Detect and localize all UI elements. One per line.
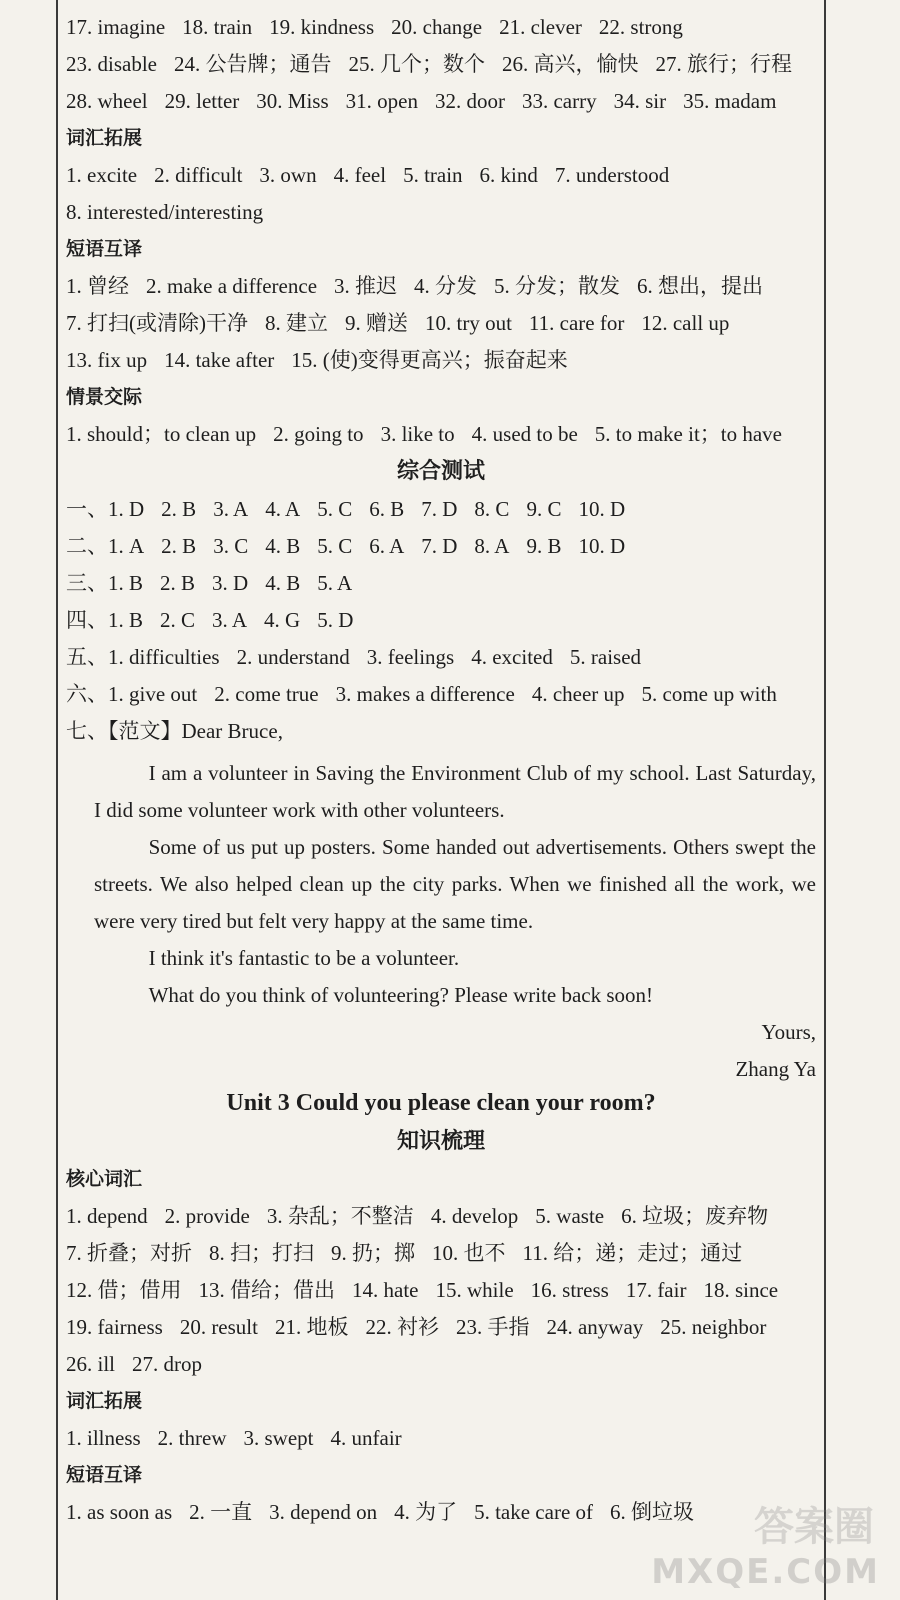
- essay-paragraph: Some of us put up posters. Some handed out advertisements. Others swept the streets. We also helped clean up the city parks. When we finished all the work, we were very tired but felt very happy at the same time.: [94, 835, 816, 933]
- answer-item: 10. 也不: [432, 1241, 506, 1265]
- answer-item: 13. 借给；借出: [198, 1278, 335, 1302]
- line-vocab-1: [66, 162, 816, 199]
- answer-item: 31. open: [345, 89, 418, 113]
- line-core-4: [66, 1314, 816, 1351]
- answer-item: 4. cheer up: [531, 682, 625, 706]
- answer-item: 2. understand: [236, 645, 350, 669]
- line-test-1: [66, 496, 816, 533]
- answer-item: 5. D: [317, 608, 354, 632]
- line-core-3: [66, 1277, 816, 1314]
- answer-item: 1. as soon as: [66, 1500, 173, 1524]
- answer-item: 7. D: [421, 497, 458, 521]
- answer-item: 20. result: [179, 1315, 258, 1339]
- answer-item: 4. A: [265, 497, 301, 521]
- watermark-url: MXQE.COM: [651, 1552, 880, 1592]
- answer-item: 2. come true: [214, 682, 319, 706]
- answer-item: 8. 建立: [265, 311, 328, 335]
- line-test-5: [66, 644, 816, 681]
- answer-item: 2. B: [160, 571, 196, 595]
- answer-item: 23. 手指: [455, 1315, 530, 1339]
- answer-item: 5. to make it；to have: [594, 422, 783, 446]
- answer-item: 17. imagine: [66, 15, 166, 39]
- answer-item: 6. kind: [479, 163, 538, 187]
- answer-item: 5. A: [317, 571, 353, 595]
- answer-item: 4. 分发: [414, 274, 478, 298]
- answer-item: 27. 旅行；行程: [655, 52, 792, 76]
- answer-item: 六、1. give out: [66, 682, 198, 706]
- answer-item: 3. own: [259, 163, 317, 187]
- line-core-1: [66, 1203, 816, 1240]
- answer-item: 30. Miss: [256, 89, 329, 113]
- answer-item: 16. stress: [530, 1278, 609, 1302]
- answer-item: 7. 折叠；对折: [66, 1241, 192, 1265]
- answer-item: 一、1. D: [66, 497, 145, 521]
- answer-item: 2. B: [161, 534, 197, 558]
- answer-item: 5. 分发；散发: [494, 274, 621, 298]
- answer-item: 1. illness: [66, 1426, 141, 1450]
- essay-closing: Yours,: [761, 1020, 816, 1044]
- line-test-4: [66, 607, 816, 644]
- line-phrase-2: [66, 310, 816, 347]
- answer-item: 1. should；to clean up: [66, 422, 257, 446]
- answer-item: 4. B: [265, 534, 301, 558]
- answer-item: 4. B: [265, 571, 301, 595]
- answer-item: 8. interested/interesting: [66, 200, 264, 224]
- answer-item: 26. 高兴，愉快: [501, 52, 639, 76]
- answer-item: 3. A: [212, 608, 248, 632]
- line-vocab-2: [66, 199, 816, 236]
- answer-item: 6. 倒垃圾: [610, 1500, 695, 1524]
- answer-item: 4. unfair: [330, 1426, 402, 1450]
- answer-item: 7. D: [421, 534, 458, 558]
- line-top-1: [66, 14, 816, 51]
- answer-item: 9. B: [526, 534, 562, 558]
- answer-item: 7. understood: [554, 163, 670, 187]
- answer-item: 23. disable: [66, 52, 157, 76]
- answer-item: 二、1. A: [66, 534, 145, 558]
- answer-item: 4. develop: [430, 1204, 519, 1228]
- answer-item: 2. C: [160, 608, 196, 632]
- essay-paragraph: I am a volunteer in Saving the Environment Club of my school. Last Saturday, I did some volunteer work with other volunteers.: [94, 761, 816, 822]
- unit-title: Unit 3 Could you please clean your room?: [226, 1090, 656, 1116]
- line-top-3: [66, 88, 816, 125]
- essay-paragraph: I think it's fantastic to be a volunteer.: [148, 946, 460, 970]
- answer-item: 25. 几个；数个: [348, 52, 485, 76]
- answer-item: 四、1. B: [66, 608, 144, 632]
- answer-item: 七、【范文】Dear Bruce,: [66, 719, 283, 743]
- answer-item: 8. 扫；打扫: [209, 1241, 314, 1265]
- answer-item: 22. strong: [598, 15, 683, 39]
- answer-item: 5. C: [317, 534, 353, 558]
- answer-item: 18. since: [703, 1278, 779, 1302]
- answer-item: 5. train: [403, 163, 463, 187]
- line-test-6: [66, 681, 816, 718]
- section-title-comprehensive-test: 综合测试: [396, 459, 485, 484]
- answer-item: 6. 想出，提出: [637, 274, 764, 298]
- section-heading-vocab-expansion: 词汇拓展: [66, 127, 143, 149]
- answer-item: 6. B: [369, 497, 405, 521]
- line-top-2: [66, 51, 816, 88]
- section-heading-situational-dialogue: 情景交际: [66, 386, 143, 408]
- essay-paragraph: What do you think of volunteering? Please write back soon!: [148, 983, 654, 1007]
- unit-subtitle: 知识梳理: [396, 1129, 485, 1154]
- answer-item: 27. drop: [132, 1352, 203, 1376]
- answer-item: 10. D: [578, 534, 626, 558]
- answer-item: 8. A: [474, 534, 510, 558]
- answer-item: 22. 衬衫: [365, 1315, 439, 1339]
- answer-item: 3. depend on: [269, 1500, 378, 1524]
- answer-item: 6. 垃圾；废弃物: [621, 1204, 769, 1228]
- answer-item: 34. sir: [613, 89, 667, 113]
- section-heading-vocab-expansion-unit3: 词汇拓展: [66, 1390, 143, 1412]
- answer-item: 25. neighbor: [660, 1315, 767, 1339]
- section-heading-core-vocab: 核心词汇: [66, 1168, 143, 1190]
- line-unit3-phrase-1: [66, 1499, 816, 1536]
- answer-item: 5. raised: [569, 645, 642, 669]
- answer-item: 17. fair: [625, 1278, 687, 1302]
- answer-item: 4. used to be: [471, 422, 578, 446]
- answer-item: 12. 借；借用: [66, 1278, 182, 1302]
- answer-item: 1. excite: [66, 163, 138, 187]
- answer-item: 28. wheel: [66, 89, 148, 113]
- answer-item: 15. while: [435, 1278, 514, 1302]
- answer-item: 24. 公告牌；通告: [173, 52, 332, 76]
- section-heading-phrase-translation-unit3: 短语互译: [66, 1464, 143, 1486]
- answer-item: 18. train: [182, 15, 253, 39]
- answer-item: 2. provide: [164, 1204, 250, 1228]
- answer-item: 三、1. B: [66, 571, 144, 595]
- answer-item: 14. hate: [352, 1278, 419, 1302]
- answer-item: 21. 地板: [274, 1315, 349, 1339]
- answer-item: 5. C: [317, 497, 353, 521]
- answer-item: 19. fairness: [66, 1315, 163, 1339]
- line-scene-1: [66, 421, 816, 458]
- answer-item: 1. depend: [66, 1204, 148, 1228]
- answer-item: 3. 杂乱；不整洁: [266, 1204, 414, 1228]
- answer-page: [66, 14, 816, 1536]
- answer-item: 8. C: [474, 497, 510, 521]
- answer-item: 4. G: [264, 608, 301, 632]
- answer-item: 5. come up with: [641, 682, 777, 706]
- answer-item: 2. difficult: [154, 163, 243, 187]
- answer-item: 5. waste: [535, 1204, 605, 1228]
- answer-item: 10. D: [578, 497, 626, 521]
- answer-item: 20. change: [391, 15, 483, 39]
- answer-item: 9. C: [526, 497, 562, 521]
- answer-item: 3. A: [213, 497, 249, 521]
- answer-item: 2. going to: [273, 422, 364, 446]
- answer-item: 11. 给；递；走过；通过: [522, 1241, 743, 1265]
- sample-essay-greeting: [66, 718, 816, 755]
- answer-item: 3. makes a difference: [335, 682, 515, 706]
- answer-item: 4. 为了: [394, 1500, 458, 1524]
- line-unit3-vocab-1: [66, 1425, 816, 1462]
- answer-item: 9. 扔；掷: [331, 1241, 415, 1265]
- line-core-5: [66, 1351, 816, 1388]
- line-phrase-1: [66, 273, 816, 310]
- line-test-2: [66, 533, 816, 570]
- answer-item: 15. (使)变得更高兴；振奋起来: [291, 348, 568, 372]
- answer-item: 24. anyway: [546, 1315, 644, 1339]
- line-core-2: [66, 1240, 816, 1277]
- answer-item: 3. feelings: [366, 645, 455, 669]
- answer-item: 2. threw: [157, 1426, 227, 1450]
- answer-item: 3. swept: [243, 1426, 314, 1450]
- answer-item: 2. B: [161, 497, 197, 521]
- answer-item: 3. like to: [380, 422, 455, 446]
- answer-item: 3. D: [212, 571, 249, 595]
- answer-item: 3. C: [213, 534, 249, 558]
- answer-item: 7. 打扫(或清除)干净: [66, 311, 248, 335]
- line-phrase-3: [66, 347, 816, 384]
- answer-item: 14. take after: [164, 348, 275, 372]
- answer-item: 32. door: [434, 89, 505, 113]
- answer-item: 4. excited: [471, 645, 553, 669]
- answer-item: 10. try out: [425, 311, 512, 335]
- answer-item: 26. ill: [66, 1352, 116, 1376]
- essay-signature: Zhang Ya: [735, 1057, 816, 1081]
- answer-item: 五、1. difficulties: [66, 645, 220, 669]
- answer-item: 9. 赠送: [345, 311, 408, 335]
- answer-item: 6. A: [369, 534, 405, 558]
- watermark-logo: 答案圈: [754, 1504, 874, 1550]
- answer-item: 13. fix up: [66, 348, 148, 372]
- answer-item: 33. carry: [521, 89, 597, 113]
- answer-item: 21. clever: [499, 15, 582, 39]
- section-heading-phrase-translation: 短语互译: [66, 238, 143, 260]
- answer-item: 4. feel: [333, 163, 387, 187]
- answer-item: 35. madam: [683, 89, 777, 113]
- answer-item: 1. 曾经: [66, 274, 129, 298]
- answer-item: 12. call up: [641, 311, 730, 335]
- answer-item: 2. 一直: [189, 1500, 253, 1524]
- answer-item: 19. kindness: [269, 15, 375, 39]
- answer-item: 2. make a difference: [146, 274, 318, 298]
- line-test-3: [66, 570, 816, 607]
- answer-item: 29. letter: [164, 89, 240, 113]
- answer-item: 5. take care of: [474, 1500, 594, 1524]
- answer-item: 3. 推迟: [334, 274, 398, 298]
- answer-item: 11. care for: [528, 311, 625, 335]
